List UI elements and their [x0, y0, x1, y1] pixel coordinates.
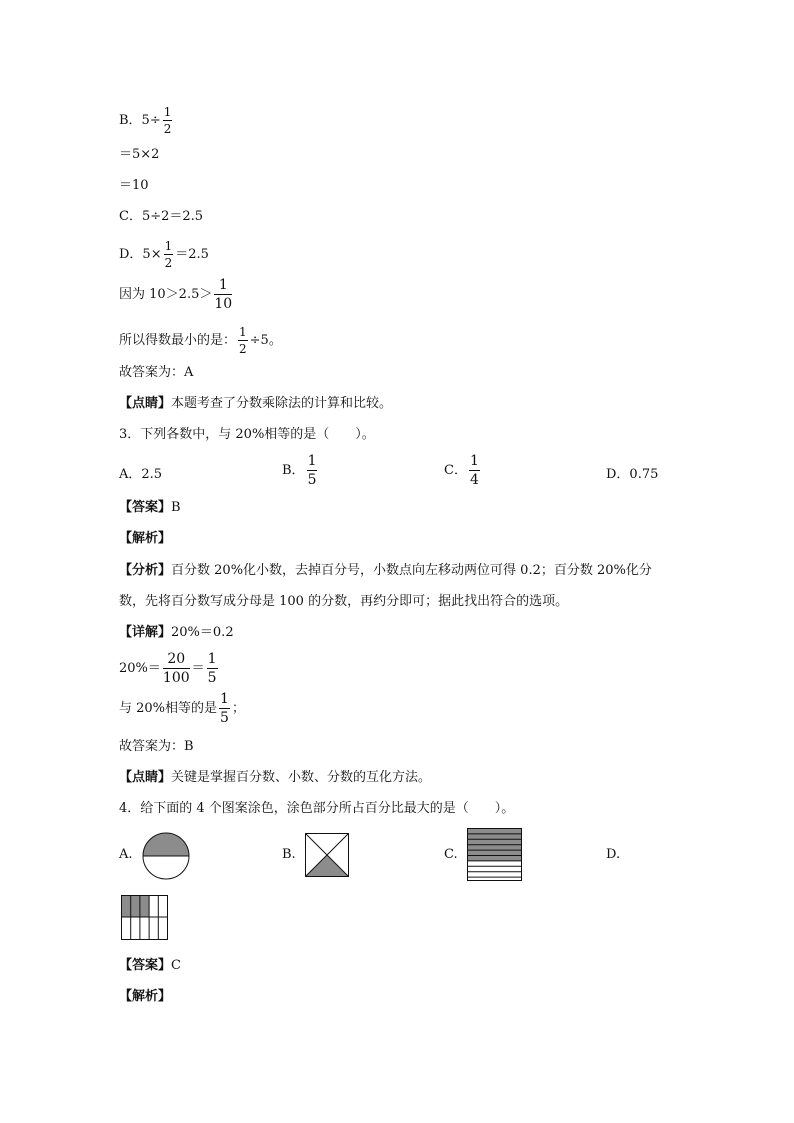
- q4-option-c-label: C.: [444, 847, 458, 862]
- fraction: $\frac{1}{5}$: [207, 651, 217, 686]
- fraction: $\frac{1}{2}$: [163, 105, 172, 136]
- q4-stem: 4．给下面的 4 个图案涂色，涂色部分所占百分比最大的是（ ）。: [119, 801, 515, 816]
- line-b-calc: [119, 106, 174, 135]
- half-shaded-circle-figure: [142, 832, 190, 880]
- q3-option-c: C． $\frac{1}{4}$: [444, 453, 479, 488]
- q3-note: 【点睛】关键是掌握百分数、小数、分数的互化方法。: [119, 770, 432, 785]
- q4-option-b-label: B.: [282, 847, 296, 862]
- fraction: $\frac{20}{100}$: [162, 651, 190, 686]
- fraction: $\frac{1}{5}$: [307, 453, 317, 488]
- answer-line-1: 故答案为：A: [119, 365, 194, 380]
- q4-analysis-tag: 【解析】: [119, 989, 172, 1004]
- square-shaded-triangle: [305, 855, 349, 877]
- q3-answer-line: 故答案为：B: [119, 739, 194, 754]
- q3-xiangjie: 【详解】20%＝0.2: [119, 625, 234, 640]
- q3-stem: 3．下列各数中，与 20%相等的是（ ）。: [119, 427, 375, 442]
- q3-equation: 20%＝ $\frac{20}{100}$ ＝ $\frac{1}{5}$: [119, 651, 217, 686]
- line-so: 所以得数最小的是： $\frac{1}{2}$ ÷5。: [119, 325, 282, 356]
- fraction: $\frac{1}{10}$: [214, 277, 233, 312]
- q3-analysis-tag: 【解析】: [119, 531, 172, 546]
- q3-fenxi-line-2: 数，先将百分数写成分母是 100 的分数，再约分即可；据此找出符合的选项。: [119, 594, 569, 609]
- fraction: $\frac{1}{2}$: [239, 325, 247, 356]
- line-eq1: ＝5×2: [119, 147, 160, 162]
- q4-answer: 【答案】C: [119, 958, 181, 973]
- grid-shaded-cells: [122, 896, 150, 918]
- square-with-diagonals-figure: [305, 833, 349, 877]
- striped-rectangle-figure: [467, 828, 522, 881]
- q4-option-d-label: D.: [606, 847, 621, 862]
- q3-option-a: A．2.5: [119, 467, 163, 482]
- q3-answer: 【答案】B: [119, 500, 181, 515]
- fraction: $\frac{1}{2}$: [164, 239, 173, 270]
- circle-shaded-half: [143, 833, 189, 856]
- line-d-calc: D．5× $\frac{1}{2}$ ＝2.5: [119, 239, 209, 270]
- grid-rectangle-figure: [121, 895, 168, 940]
- fraction: $\frac{1}{5}$: [220, 691, 229, 726]
- q3-option-b: B． $\frac{1}{5}$: [282, 453, 317, 488]
- line-because: 因为 10＞2.5＞ $\frac{1}{10}$: [119, 277, 233, 312]
- b-calc-prefix: B．5÷: [119, 113, 161, 128]
- q3-equal-line: 与 20%相等的是 $\frac{1}{5}$ ；: [119, 691, 245, 726]
- q4-option-a-label: A.: [119, 847, 133, 862]
- line-eq2: ＝10: [119, 178, 149, 193]
- q3-option-d: D．0.75: [606, 467, 659, 482]
- note-line-1: 【点睛】本题考查了分数乘除法的计算和比较。: [119, 396, 393, 411]
- q3-fenxi-line-1: 【分析】百分数 20%化小数，去掉百分号，小数点向左移动两位可得 0.2；百分数 20%化分: [119, 563, 652, 578]
- line-c-calc: C．5÷2＝2.5: [119, 209, 204, 224]
- fraction: $\frac{1}{4}$: [469, 453, 479, 488]
